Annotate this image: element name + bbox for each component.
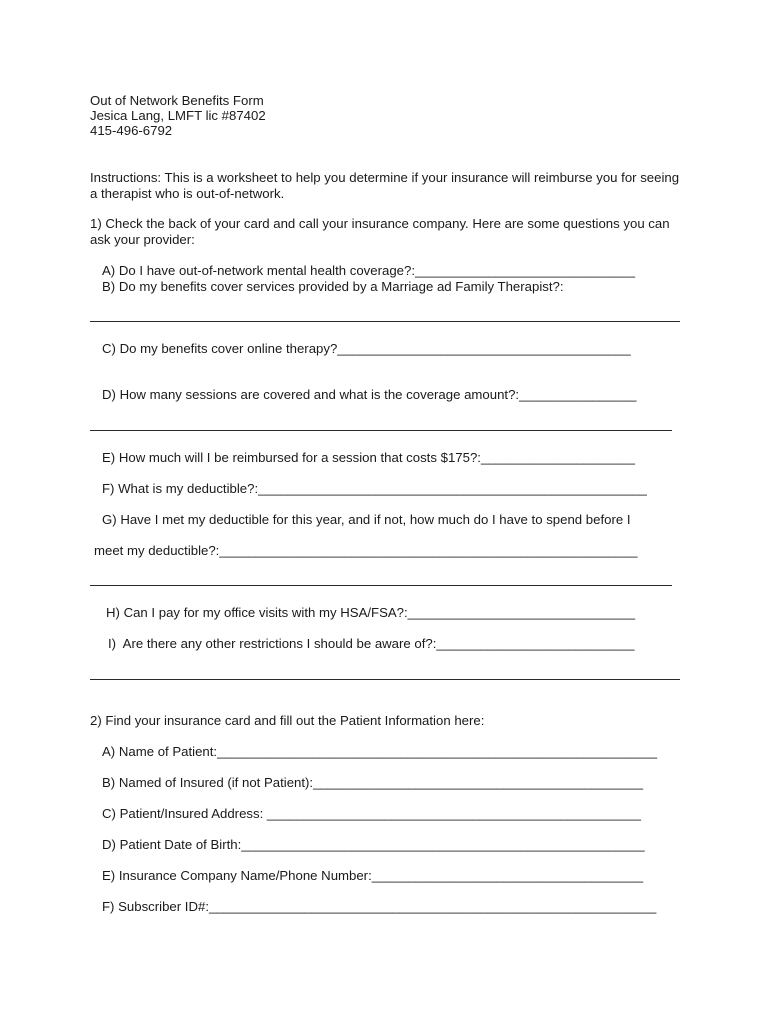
- field-patient-name: A) Name of Patient:____________________________________________________________: [102, 744, 658, 759]
- instructions: Instructions: This is a worksheet to help you determine if your insurance will reimburse you for seeing a therapist who is out-of-network.: [90, 170, 680, 201]
- field-insured-name: B) Named of Insured (if not Patient):_____________________________________________: [102, 775, 644, 790]
- question-c: C) Do my benefits cover online therapy?________________________________________: [102, 341, 631, 356]
- question-g-line1: G) Have I met my deductible for this year, and if not, how much do I have to spend before I: [102, 512, 631, 527]
- therapist-name: Jesica Lang, LMFT lic #87402: [90, 108, 266, 123]
- question-a: A) Do I have out-of-network mental health coverage?:______________________________: [102, 263, 636, 278]
- answer-line-i: [90, 679, 680, 680]
- question-h: H) Can I pay for my office visits with my HSA/FSA?:_______________________________: [106, 605, 636, 620]
- section2-intro: 2) Find your insurance card and fill out the Patient Information here:: [90, 713, 485, 728]
- question-g-line2: meet my deductible?:_________________________________________________________: [94, 543, 638, 558]
- question-f: F) What is my deductible?:_____________________________________________________: [102, 481, 647, 496]
- question-b: B) Do my benefits cover services provided by a Marriage ad Family Therapist?:: [102, 279, 564, 294]
- answer-line-b: [90, 321, 680, 322]
- answer-line-d: [90, 430, 672, 431]
- field-date-of-birth: D) Patient Date of Birth:_______________________________________________________: [102, 837, 645, 852]
- question-d: D) How many sessions are covered and what is the coverage amount?:________________: [102, 387, 637, 402]
- section1-intro: 1) Check the back of your card and call your insurance company. Here are some questions you can ask your provider:: [90, 216, 670, 247]
- field-insurance-company: E) Insurance Company Name/Phone Number:_____________________________________: [102, 868, 644, 883]
- therapist-phone: 415-496-6792: [90, 123, 173, 138]
- form-title: Out of Network Benefits Form: [90, 93, 264, 108]
- answer-line-g: [90, 585, 672, 586]
- field-address: C) Patient/Insured Address: ___________________________________________________: [102, 806, 641, 821]
- question-i: I) Are there any other restrictions I should be aware of?:___________________________: [108, 636, 635, 651]
- field-subscriber-id: F) Subscriber ID#:_____________________________________________________________: [102, 899, 657, 914]
- question-e: E) How much will I be reimbursed for a session that costs $175?:_____________________: [102, 450, 635, 465]
